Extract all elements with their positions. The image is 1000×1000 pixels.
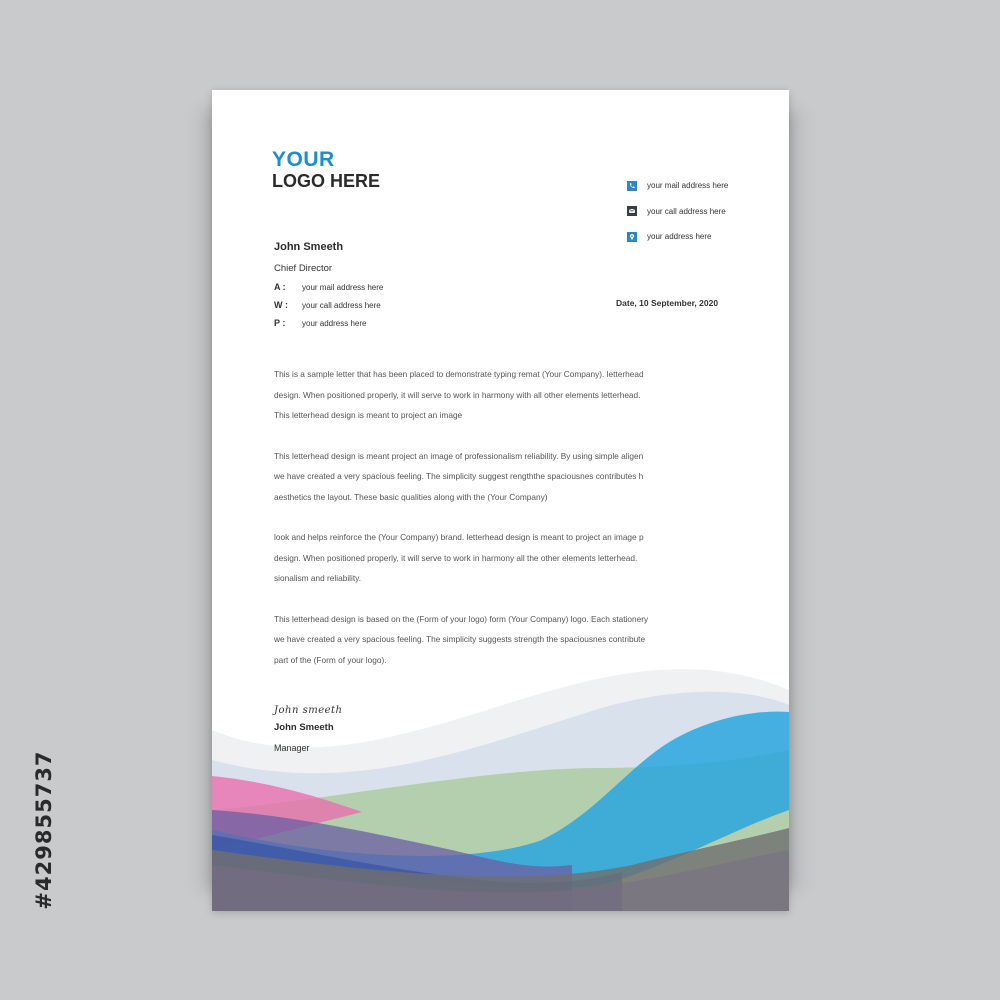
body-line: sionalism and reliability. bbox=[274, 573, 361, 583]
body-line: we have created a very spacious feeling. The simplicity suggest rengththe spaciousnes contributes h bbox=[274, 471, 644, 481]
body-paragraph bbox=[274, 364, 730, 426]
contact-text: your address here bbox=[647, 232, 712, 241]
logo bbox=[272, 149, 380, 190]
sender-row-value: your call address here bbox=[302, 300, 381, 310]
sender-row-value: your address here bbox=[302, 318, 367, 328]
body-line: part of the (Form of your logo). bbox=[274, 654, 387, 665]
letter-body bbox=[274, 364, 730, 690]
header-contacts bbox=[627, 179, 728, 256]
sender-block bbox=[274, 241, 383, 328]
sender-row-label: P : bbox=[274, 318, 286, 328]
letter-date: Date, 10 September, 2020 bbox=[616, 298, 719, 308]
body-line: aesthetics the layout. These basic qualities along with the (Your Company) bbox=[274, 491, 548, 502]
sender-row-label: A : bbox=[274, 282, 286, 292]
contact-mail bbox=[627, 205, 728, 218]
handwritten-signature: John smeeth bbox=[274, 705, 343, 716]
letterhead-page bbox=[212, 90, 789, 911]
contact-phone bbox=[627, 179, 728, 192]
contact-text: your mail address here bbox=[647, 181, 729, 190]
sender-row bbox=[274, 282, 383, 292]
body-line: look and helps reinforce the (Your Company) brand. letterhead design is meant to project an image p bbox=[274, 532, 644, 542]
body-line: This letterhead design is based on the (Form of your logo) form (Your Company) logo. Each stationery bbox=[274, 613, 649, 624]
sender-name: John Smeeth bbox=[274, 241, 344, 253]
stock-id-label: #429855737 bbox=[32, 750, 56, 910]
body-paragraph bbox=[274, 446, 730, 508]
mail-icon bbox=[627, 206, 637, 216]
body-line: This letterhead design is meant to project an image bbox=[274, 410, 463, 420]
sender-row bbox=[274, 318, 383, 328]
contact-text: your call address here bbox=[647, 206, 726, 216]
signature-block bbox=[274, 705, 343, 753]
phone-icon bbox=[627, 181, 637, 191]
body-line: design. When positioned properly, it will serve to work in harmony all the other elements letterhead. bbox=[274, 552, 638, 563]
body-line: This is a sample letter that has been placed to demonstrate typing remat (Your Company). letterhead bbox=[274, 369, 644, 379]
location-icon bbox=[627, 232, 637, 242]
signature-role: Manager bbox=[274, 743, 310, 753]
logo-line-1: YOUR bbox=[272, 148, 335, 171]
contact-location bbox=[627, 230, 728, 243]
signature-name: John Smeeth bbox=[274, 722, 334, 733]
body-line: This letterhead design is meant project an image of professionalism reliability. By using simple aligen bbox=[274, 450, 644, 461]
sender-row-value: your mail address here bbox=[302, 282, 384, 292]
body-paragraph bbox=[274, 527, 730, 589]
body-line: design. When positioned properly, it will serve to work in harmony with all other elements letterhead. bbox=[274, 389, 641, 400]
sender-title: Chief Director bbox=[274, 263, 333, 274]
body-line: we have created a very spacious feeling. The simplicity suggests strength the spaciousnes contribute bbox=[274, 634, 646, 644]
wave-decoration bbox=[212, 650, 789, 911]
sender-row-label: W : bbox=[274, 300, 288, 310]
sender-row bbox=[274, 300, 383, 310]
logo-line-2: LOGO HERE bbox=[272, 171, 381, 191]
